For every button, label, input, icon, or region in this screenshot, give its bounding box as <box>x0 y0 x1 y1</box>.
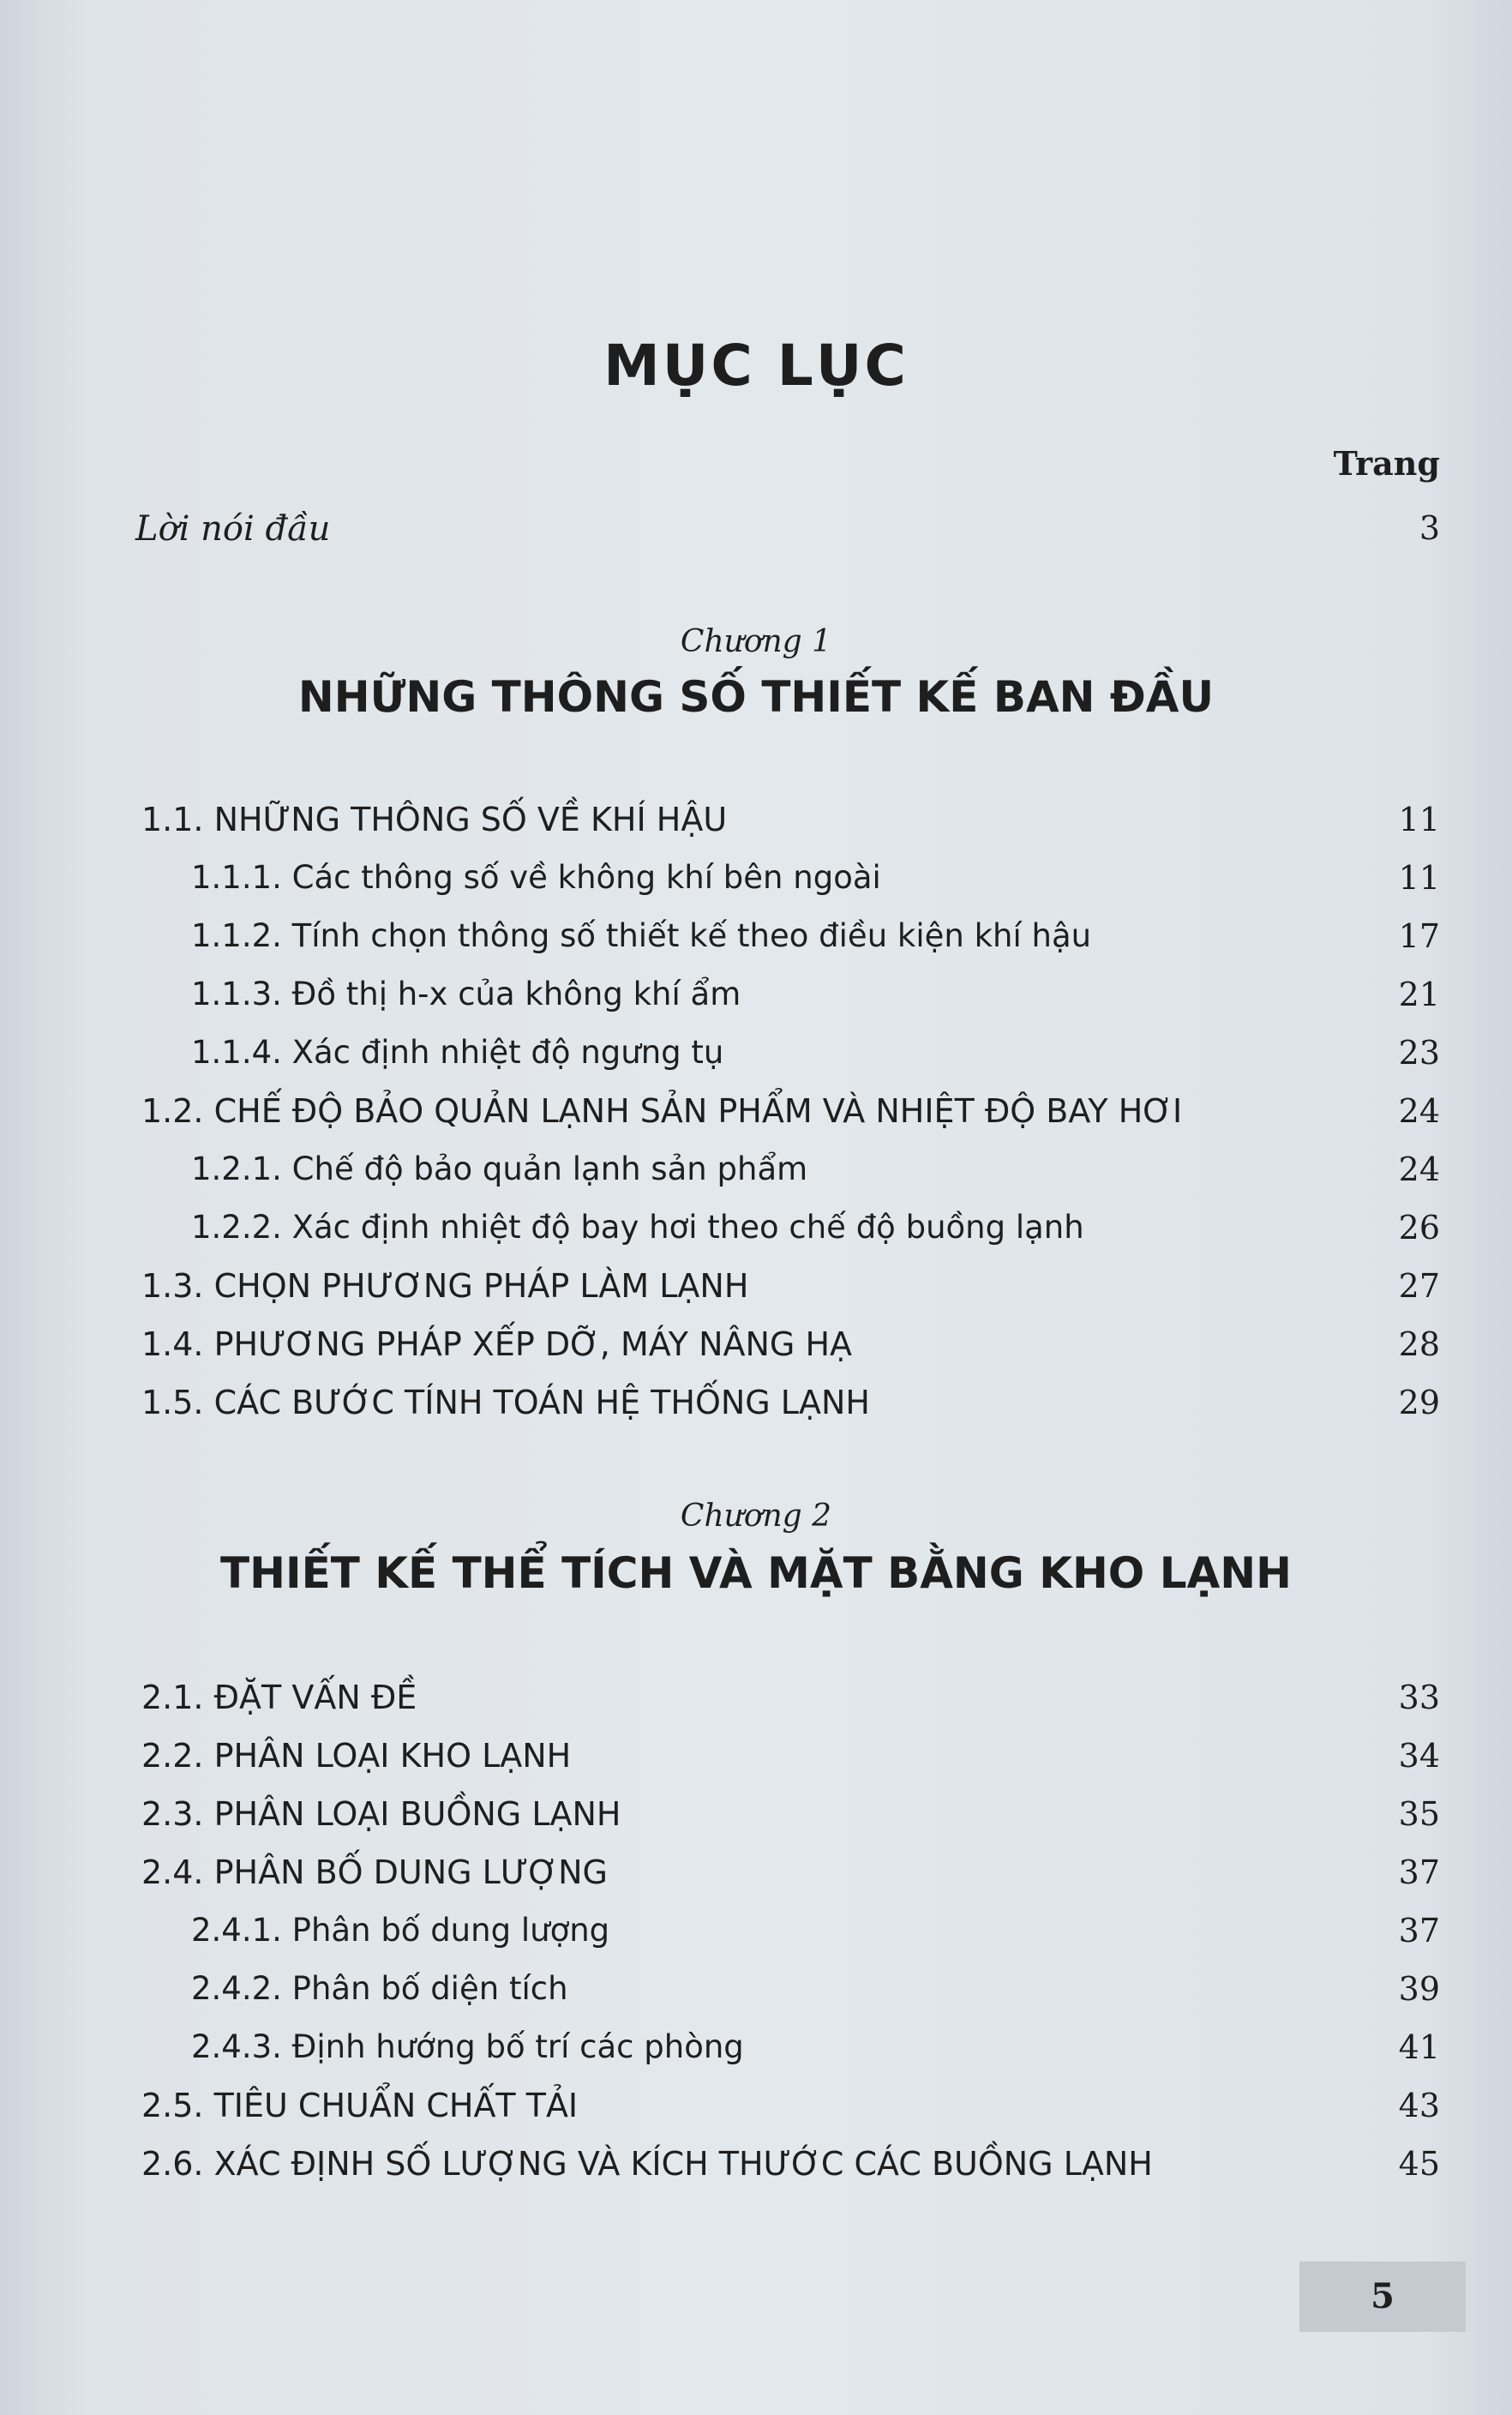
toc-entry-text: 1.5. CÁC BƯỚC TÍNH TOÁN HỆ THỐNG LẠNH <box>141 1384 870 1421</box>
toc-entry-text: 1.2.1. Chế độ bảo quản lạnh sản phẩm <box>191 1150 808 1187</box>
toc-entry-text: 2.4.2. Phân bố diện tích <box>191 1970 568 2007</box>
toc-entry <box>0 1903 1512 1958</box>
chapter-1-label: Chương 1 <box>680 624 832 659</box>
toc-entry <box>0 1728 1512 1783</box>
toc-entry-page: 29 <box>1398 1384 1440 1421</box>
page-title: MỤC LỤC <box>603 333 909 399</box>
toc-entry-page: 11 <box>1398 801 1440 838</box>
toc-entry <box>0 1200 1512 1255</box>
chapter-1-title: NHỮNG THÔNG SỐ THIẾT KẾ BAN ĐẦU <box>297 672 1215 722</box>
toc-entry-text: 2.5. TIÊU CHUẨN CHẤT TẢI <box>141 2087 579 2124</box>
toc-entry-page: 37 <box>1398 1912 1440 1949</box>
toc-entry <box>0 1845 1512 1900</box>
toc-entry-page: 35 <box>1398 1795 1440 1833</box>
toc-entry <box>0 1317 1512 1372</box>
toc-entry-text: 2.6. XÁC ĐỊNH SỐ LƯỢNG VÀ KÍCH THƯỚC CÁC BUỒNG LẠNH <box>141 2145 1153 2183</box>
toc-entry <box>0 1084 1512 1138</box>
toc-entry-page: 28 <box>1398 1325 1440 1363</box>
toc-entry-page: 39 <box>1398 1970 1440 2008</box>
toc-entry-page: 24 <box>1398 1150 1440 1188</box>
toc-entry-page: 26 <box>1398 1209 1440 1247</box>
toc-entry-text: 1.2. CHẾ ĐỘ BẢO QUẢN LẠNH SẢN PHẨM VÀ NHIỆT ĐỘ BAY HƠI <box>141 1092 1183 1130</box>
toc-entry-text: 1.3. CHỌN PHƯƠNG PHÁP LÀM LẠNH <box>141 1267 749 1305</box>
toc-entry-page: 41 <box>1398 2028 1440 2066</box>
toc-entry-page: 17 <box>1398 917 1440 955</box>
toc-entry <box>0 1787 1512 1841</box>
toc-entry <box>0 2020 1512 2075</box>
preface-entry: Lời nói đầu <box>135 509 331 549</box>
toc-entry-text: 2.4. PHÂN BỐ DUNG LƯỢNG <box>141 1853 609 1891</box>
toc-entry-text: 2.1. ĐẶT VẤN ĐỀ <box>141 1679 417 1716</box>
toc-entry <box>0 1670 1512 1725</box>
toc-entry-text: 1.1. NHỮNG THÔNG SỐ VỀ KHÍ HẬU <box>141 801 728 838</box>
preface-page-number: 3 <box>1419 509 1440 547</box>
toc-entry <box>0 1259 1512 1313</box>
toc-entry <box>0 1142 1512 1197</box>
toc-entry-text: 1.1.2. Tính chọn thông số thiết kế theo điều kiện khí hậu <box>191 917 1092 954</box>
toc-entry-text: 2.4.3. Định hướng bố trí các phòng <box>191 2028 744 2065</box>
toc-entry-text: 2.3. PHÂN LOẠI BUỒNG LẠNH <box>141 1795 621 1833</box>
toc-entry-page: 23 <box>1398 1034 1440 1072</box>
toc-entry-text: 1.2.2. Xác định nhiệt độ bay hơi theo chế độ buồng lạnh <box>191 1209 1084 1246</box>
toc-entry-text: 1.1.4. Xác định nhiệt độ ngưng tụ <box>191 1034 724 1071</box>
chapter-2-title: THIẾT KẾ THỂ TÍCH VÀ MẶT BẰNG KHO LẠNH <box>220 1548 1292 1598</box>
toc-entry-page: 43 <box>1398 2087 1440 2124</box>
toc-entry-text: 1.4. PHƯƠNG PHÁP XẾP DỠ, MÁY NÂNG HẠ <box>141 1325 853 1363</box>
toc-entry-text: 2.2. PHÂN LOẠI KHO LẠNH <box>141 1737 572 1775</box>
toc-entry <box>0 850 1512 905</box>
toc-entry <box>0 1025 1512 1080</box>
toc-entry-page: 33 <box>1398 1679 1440 1716</box>
toc-entry-page: 34 <box>1398 1737 1440 1775</box>
toc-entry <box>0 2136 1512 2191</box>
toc-entry-text: 1.1.3. Đồ thị h-x của không khí ẩm <box>191 976 741 1012</box>
toc-entry-page: 11 <box>1398 859 1440 897</box>
toc-entry-page: 37 <box>1398 1853 1440 1891</box>
toc-entry <box>0 1961 1512 2016</box>
chapter-2-label: Chương 2 <box>680 1499 832 1534</box>
toc-entry <box>0 2078 1512 2133</box>
page-column-header: Trang <box>1333 444 1440 483</box>
toc-entry-page: 24 <box>1398 1092 1440 1130</box>
page-number-box: 5 <box>1299 2262 1466 2332</box>
toc-entry-text: 2.4.1. Phân bố dung lượng <box>191 1912 610 1949</box>
toc-entry-page: 45 <box>1398 2145 1440 2183</box>
toc-entry <box>0 1375 1512 1430</box>
toc-entry-text: 1.1.1. Các thông số về không khí bên ngoài <box>191 859 881 896</box>
toc-entry <box>0 967 1512 1022</box>
toc-entry-page: 21 <box>1398 976 1440 1013</box>
toc-entry-page: 27 <box>1398 1267 1440 1305</box>
toc-entry <box>0 792 1512 847</box>
toc-entry <box>0 909 1512 964</box>
